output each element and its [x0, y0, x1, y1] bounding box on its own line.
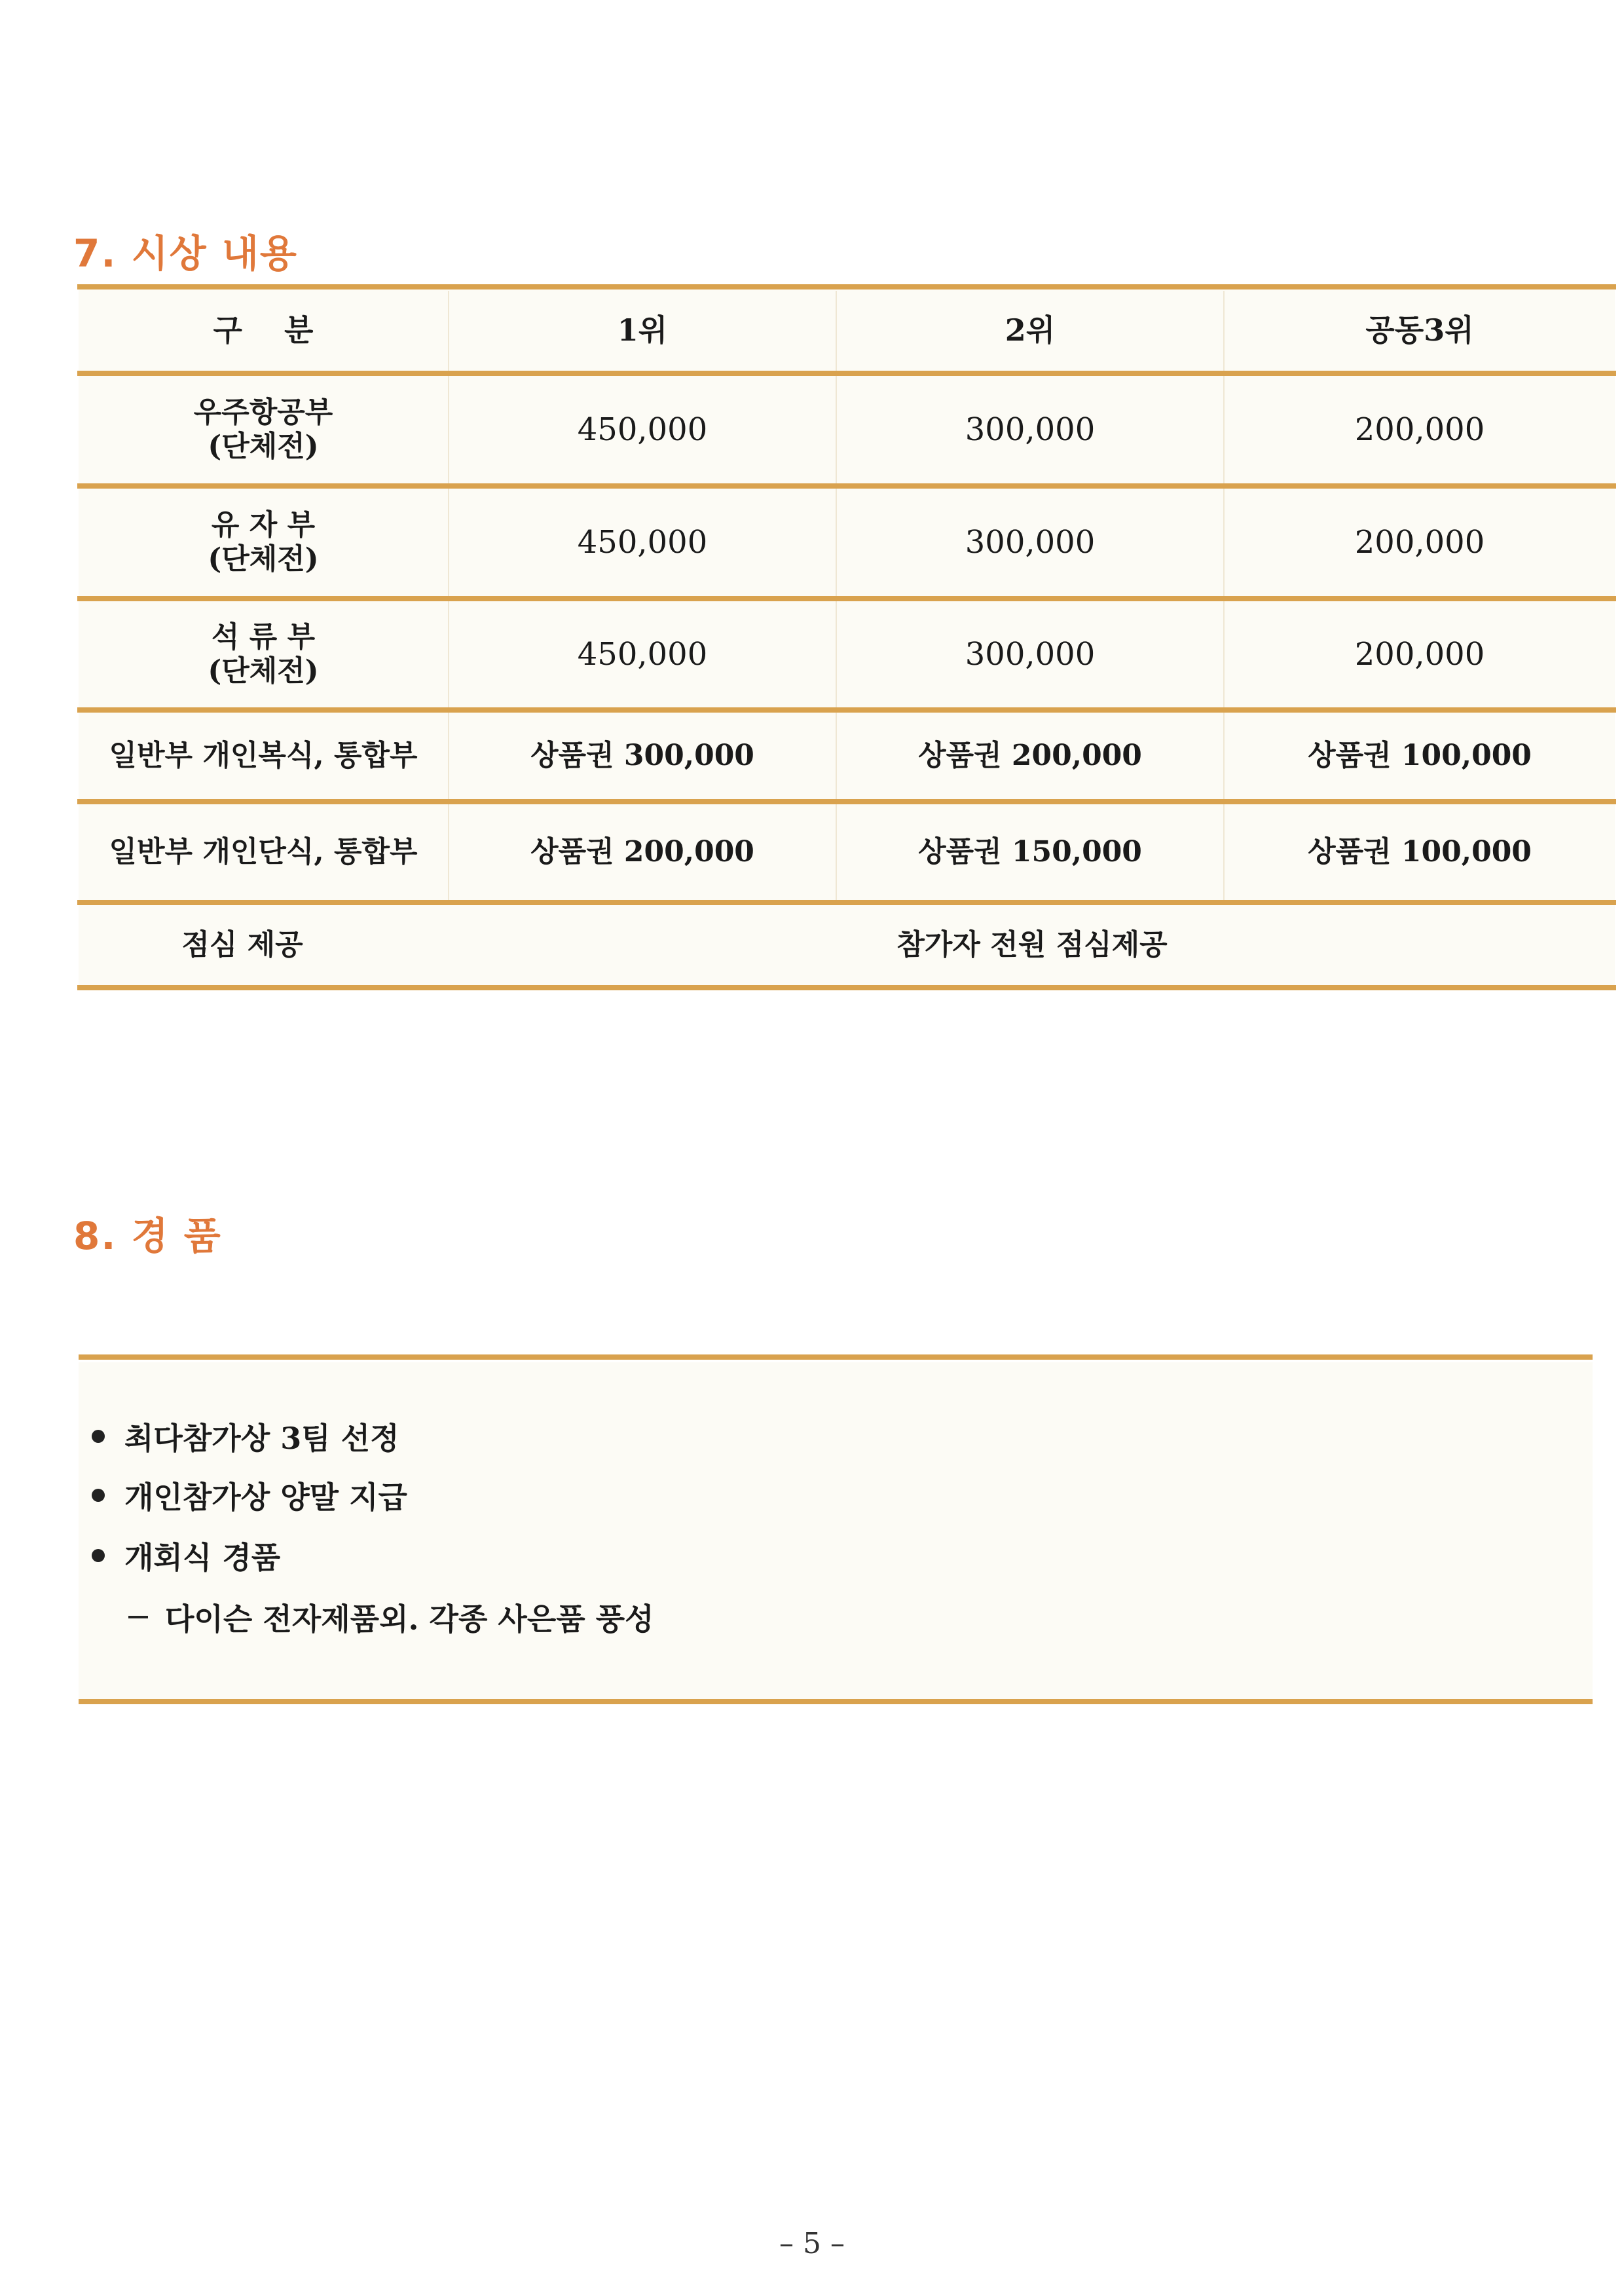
lunch-label: 점심 제공: [181, 928, 303, 961]
table-row-label: [79, 713, 448, 799]
table-cell: 200,000: [1354, 524, 1485, 561]
row-label-main: 일반부 개인단식, 통합부: [109, 835, 418, 868]
bullet-icon: [92, 1549, 105, 1562]
header-third: [1225, 289, 1615, 371]
table-row-label: [79, 601, 448, 707]
dash-icon: [128, 1616, 148, 1618]
table-cell: 450,000: [577, 524, 708, 561]
table-cell: 200,000: [1354, 411, 1485, 448]
header-second: [837, 289, 1223, 371]
table-cell: 상품권 200,000: [530, 835, 754, 868]
row-label-main: 우주항공부: [193, 396, 333, 429]
table-row-label: [79, 804, 448, 900]
section-7-title: 7. 시상 내용: [73, 231, 298, 276]
table-cell: 상품권 200,000: [918, 739, 1142, 772]
row-label-sub: (단체전): [208, 654, 319, 688]
header-first-text: 1위: [617, 312, 668, 348]
row-label-main: 일반부 개인복식, 통합부: [109, 739, 418, 772]
table-cell: 300,000: [965, 636, 1096, 673]
table-row-label: [79, 376, 448, 483]
table-cell: 상품권 100,000: [1308, 835, 1532, 868]
list-item-text: 최다참가상 3팀 선정: [124, 1421, 399, 1456]
row-label-main: 석 류 부: [211, 620, 316, 654]
bullet-icon: [92, 1430, 105, 1443]
table-cell: 상품권 300,000: [530, 739, 754, 772]
list-item: [92, 1415, 399, 1458]
table-row-label: [79, 489, 448, 596]
header-second-text: 2위: [1005, 312, 1056, 348]
table-cell: 300,000: [965, 524, 1096, 561]
header-first: [449, 289, 836, 371]
header-category: [79, 289, 448, 371]
list-item: [92, 1534, 280, 1577]
header-third-text: 공동3위: [1365, 312, 1474, 348]
section-8-title: 8. 경 품: [73, 1214, 222, 1258]
table-cell: 300,000: [965, 411, 1096, 448]
bullet-icon: [92, 1489, 105, 1502]
page-number: – 5 –: [779, 2227, 845, 2260]
page-number-value: 5: [803, 2227, 821, 2260]
table-cell: 450,000: [577, 636, 708, 673]
row-label-main: 유 자 부: [211, 508, 316, 542]
header-category-text: 구 분: [213, 312, 314, 348]
list-item: [92, 1474, 407, 1517]
table-cell: 상품권 150,000: [918, 835, 1142, 868]
table-cell: 450,000: [577, 411, 708, 448]
list-subitem-text: 다이슨 전자제품외. 각종 사은품 풍성: [165, 1601, 654, 1637]
table-cell: 200,000: [1354, 636, 1485, 673]
row-label-sub: (단체전): [208, 430, 319, 463]
lunch-value: 참가자 전원 점심제공: [896, 928, 1168, 961]
table-cell: 상품권 100,000: [1308, 739, 1532, 772]
list-item-text: 개회식 경품: [124, 1540, 281, 1575]
row-label-sub: (단체전): [208, 542, 319, 576]
list-item-text: 개인참가상 양말 지급: [124, 1480, 407, 1515]
list-subitem: [128, 1595, 654, 1639]
